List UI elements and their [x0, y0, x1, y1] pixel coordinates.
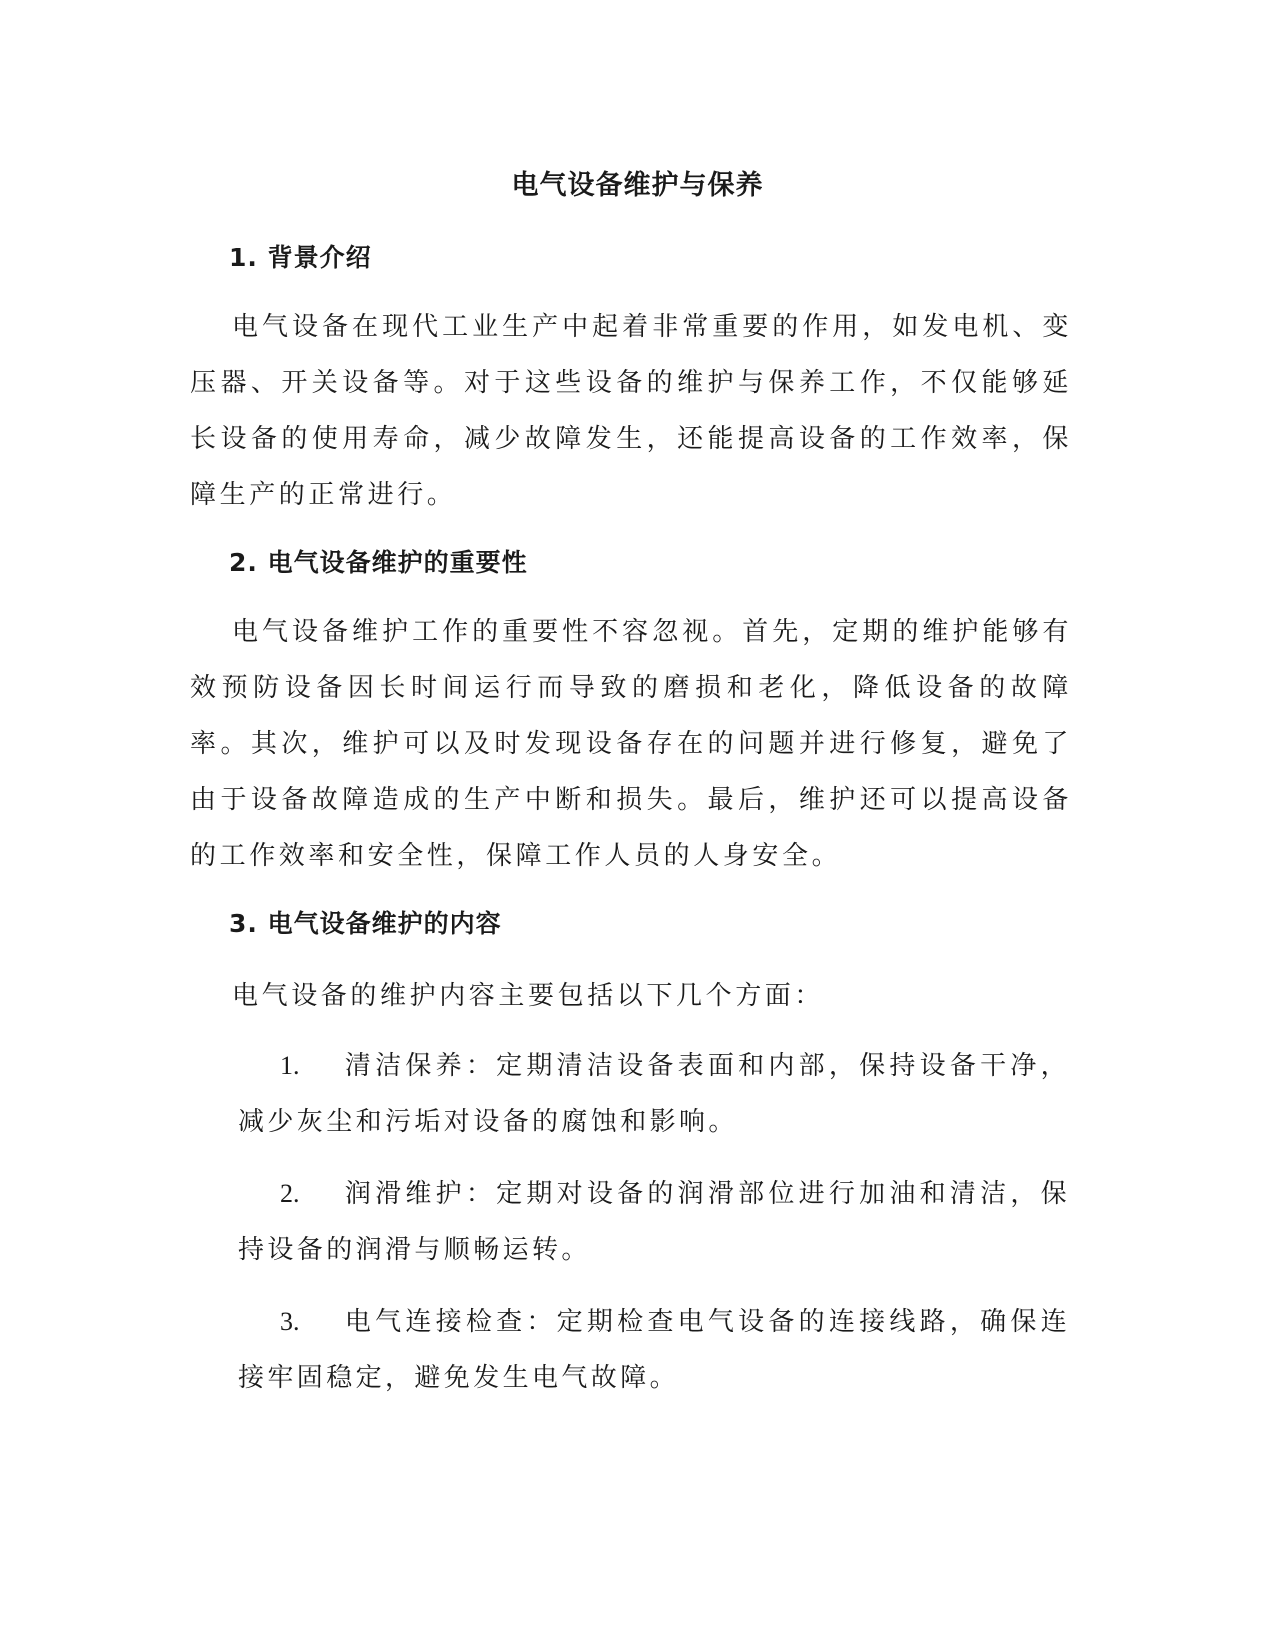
section-1-heading: 1. 背景介绍 — [229, 243, 372, 272]
list-item — [238, 1294, 1070, 1406]
document-title: 电气设备维护与保养 — [511, 170, 764, 201]
list-item — [238, 1038, 1070, 1150]
list-item-text: 润滑维护：定期对设备的润滑部位进行加油和清洁，保持设备的润滑与顺畅运转。 — [238, 1179, 1070, 1265]
section-3-heading: 3. 电气设备维护的内容 — [229, 909, 502, 938]
section-2-paragraph: 电气设备维护工作的重要性不容忽视。首先，定期的维护能够有效预防设备因长时间运行而导致的磨损和老化，降低设备的故障率。其次，维护可以及时发现设备存在的问题并进行修复，避免了由于设备故障造成的生产中断和损失。最后，维护还可以提高设备的工作效率和安全性，保障工作人员的人身安全。 — [190, 617, 1072, 871]
section-1-paragraph: 电气设备在现代工业生产中起着非常重要的作用，如发电机、变压器、开关设备等。对于这些设备的维护与保养工作，不仅能够延长设备的使用寿命，减少故障发生，还能提高设备的工作效率，保障生产的正常进行。 — [190, 312, 1072, 510]
list-item-text: 电气连接检查：定期检查电气设备的连接线路，确保连接牢固稳定，避免发生电气故障。 — [238, 1307, 1070, 1393]
list-item-number: 2. — [280, 1179, 300, 1208]
section-3-intro: 电气设备的维护内容主要包括以下几个方面： — [232, 981, 825, 1011]
list-item-number: 3. — [280, 1307, 300, 1336]
section-2-heading: 2. 电气设备维护的重要性 — [229, 548, 528, 577]
list-item-text: 清洁保养：定期清洁设备表面和内部，保持设备干净，减少灰尘和污垢对设备的腐蚀和影响。 — [238, 1051, 1070, 1137]
list-item — [238, 1166, 1070, 1278]
list-item-number: 1. — [280, 1051, 300, 1080]
